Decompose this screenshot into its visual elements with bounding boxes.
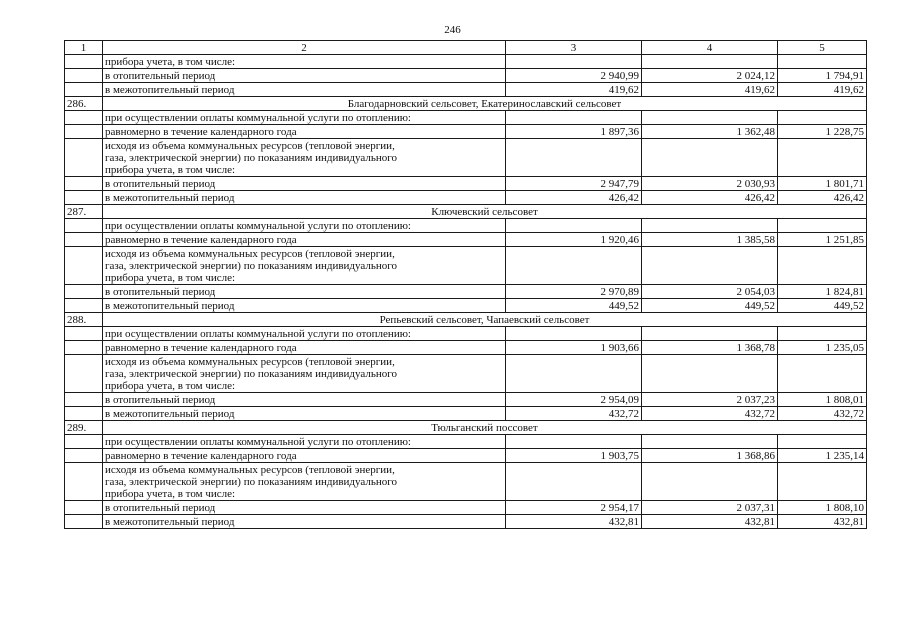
- value-cell: 2 054,03: [642, 285, 778, 299]
- value-cell: [642, 111, 778, 125]
- description-cell: равномерно в течение календарного года: [103, 233, 506, 247]
- basis-line: исходя из объема коммунальных ресурсов (тепловой энергии,: [105, 140, 395, 152]
- value-cell: 1 251,85: [778, 233, 867, 247]
- table-row: [65, 247, 867, 285]
- description-cell: в межотопительный период: [103, 83, 506, 97]
- basis-line: исходя из объема коммунальных ресурсов (тепловой энергии,: [105, 464, 395, 476]
- value-cell: 432,81: [506, 515, 642, 529]
- basis-line: исходя из объема коммунальных ресурсов (тепловой энергии,: [105, 356, 395, 368]
- value-cell: [778, 327, 867, 341]
- section-title: Благодарновский сельсовет, Екатеринославский сельсовет: [103, 97, 867, 111]
- description-cell: при осуществлении оплаты коммунальной услуги по отоплению:: [103, 111, 506, 125]
- description-cell: в отопительный период: [103, 393, 506, 407]
- description-cell: равномерно в течение календарного года: [103, 125, 506, 139]
- value-cell: [642, 355, 778, 393]
- value-cell: [506, 219, 642, 233]
- index-cell: [65, 55, 103, 69]
- table-row: [65, 111, 867, 125]
- description-cell: равномерно в течение календарного года: [103, 449, 506, 463]
- value-cell: [642, 139, 778, 177]
- basis-line: газа, электрической энергии) по показаниям индивидуального: [105, 152, 397, 164]
- value-cell: 419,62: [506, 83, 642, 97]
- description-cell: при осуществлении оплаты коммунальной услуги по отоплению:: [103, 327, 506, 341]
- section-title: Репьевский сельсовет, Чапаевский сельсовет: [103, 313, 867, 327]
- description-cell: при осуществлении оплаты коммунальной услуги по отоплению:: [103, 435, 506, 449]
- basis-line: исходя из объема коммунальных ресурсов (тепловой энергии,: [105, 248, 395, 260]
- value-cell: 2 947,79: [506, 177, 642, 191]
- value-cell: 1 368,86: [642, 449, 778, 463]
- value-cell: 1 235,14: [778, 449, 867, 463]
- value-cell: 1 362,48: [642, 125, 778, 139]
- basis-text: [105, 356, 503, 392]
- basis-line: прибора учета, в том числе:: [105, 272, 236, 284]
- value-cell: [506, 435, 642, 449]
- index-cell: [65, 407, 103, 421]
- description-cell: прибора учета, в том числе:: [103, 55, 506, 69]
- index-cell: [65, 463, 103, 501]
- value-cell: 419,62: [778, 83, 867, 97]
- value-cell: 1 228,75: [778, 125, 867, 139]
- column-header: 1: [65, 41, 103, 55]
- description-cell: в межотопительный период: [103, 299, 506, 313]
- value-cell: 1 897,36: [506, 125, 642, 139]
- table-row: [65, 191, 867, 205]
- table-row: [65, 177, 867, 191]
- value-cell: [778, 55, 867, 69]
- index-cell: [65, 111, 103, 125]
- value-cell: 1 824,81: [778, 285, 867, 299]
- value-cell: [642, 247, 778, 285]
- index-cell: [65, 219, 103, 233]
- table-row: [65, 69, 867, 83]
- section-title: Тюльганский поссовет: [103, 421, 867, 435]
- value-cell: 449,52: [778, 299, 867, 313]
- value-cell: 1 801,71: [778, 177, 867, 191]
- index-cell: [65, 435, 103, 449]
- table-row: [65, 125, 867, 139]
- table-row: [65, 219, 867, 233]
- value-cell: [506, 463, 642, 501]
- index-cell: [65, 83, 103, 97]
- value-cell: [778, 435, 867, 449]
- description-cell: в межотопительный период: [103, 191, 506, 205]
- value-cell: [506, 247, 642, 285]
- value-cell: [506, 139, 642, 177]
- basis-text: [105, 248, 503, 284]
- value-cell: 1 920,46: [506, 233, 642, 247]
- table-row: [65, 435, 867, 449]
- section-title: Ключевский сельсовет: [103, 205, 867, 219]
- table-row: [65, 55, 867, 69]
- value-cell: [778, 463, 867, 501]
- table-row: [65, 233, 867, 247]
- header-row: [65, 41, 867, 55]
- basis-line: прибора учета, в том числе:: [105, 164, 236, 176]
- column-header: 5: [778, 41, 867, 55]
- description-cell: [103, 139, 506, 177]
- value-cell: 432,72: [506, 407, 642, 421]
- section-heading-row: [65, 97, 867, 111]
- basis-line: газа, электрической энергии) по показаниям индивидуального: [105, 368, 397, 380]
- value-cell: [642, 219, 778, 233]
- basis-line: прибора учета, в том числе:: [105, 380, 236, 392]
- table-row: [65, 299, 867, 313]
- value-cell: 1 903,75: [506, 449, 642, 463]
- section-heading-row: [65, 313, 867, 327]
- value-cell: [642, 435, 778, 449]
- description-cell: в отопительный период: [103, 501, 506, 515]
- value-cell: 426,42: [506, 191, 642, 205]
- description-cell: [103, 247, 506, 285]
- index-cell: [65, 355, 103, 393]
- value-cell: [642, 327, 778, 341]
- value-cell: 1 235,05: [778, 341, 867, 355]
- tariff-table-body: [65, 41, 867, 529]
- description-cell: при осуществлении оплаты коммунальной услуги по отоплению:: [103, 219, 506, 233]
- value-cell: 432,81: [778, 515, 867, 529]
- value-cell: [778, 219, 867, 233]
- index-cell: [65, 299, 103, 313]
- index-cell: [65, 341, 103, 355]
- basis-line: газа, электрической энергии) по показаниям индивидуального: [105, 476, 397, 488]
- table-row: [65, 515, 867, 529]
- table-row: [65, 341, 867, 355]
- table-row: [65, 327, 867, 341]
- index-cell: [65, 515, 103, 529]
- table-row: [65, 83, 867, 97]
- basis-line: газа, электрической энергии) по показаниям индивидуального: [105, 260, 397, 272]
- table-row: [65, 463, 867, 501]
- table-row: [65, 393, 867, 407]
- description-cell: в межотопительный период: [103, 407, 506, 421]
- table-row: [65, 285, 867, 299]
- value-cell: [506, 55, 642, 69]
- basis-line: прибора учета, в том числе:: [105, 488, 236, 500]
- value-cell: 1 368,78: [642, 341, 778, 355]
- index-cell: [65, 501, 103, 515]
- value-cell: 1 794,91: [778, 69, 867, 83]
- value-cell: 419,62: [642, 83, 778, 97]
- value-cell: [642, 463, 778, 501]
- value-cell: 432,72: [642, 407, 778, 421]
- section-number: 289.: [65, 421, 103, 435]
- value-cell: [778, 111, 867, 125]
- description-cell: в отопительный период: [103, 177, 506, 191]
- value-cell: [778, 139, 867, 177]
- basis-text: [105, 464, 503, 500]
- section-number: 288.: [65, 313, 103, 327]
- index-cell: [65, 233, 103, 247]
- column-header: 4: [642, 41, 778, 55]
- index-cell: [65, 285, 103, 299]
- value-cell: [506, 111, 642, 125]
- section-heading-row: [65, 205, 867, 219]
- index-cell: [65, 69, 103, 83]
- value-cell: 2 954,17: [506, 501, 642, 515]
- value-cell: 426,42: [642, 191, 778, 205]
- value-cell: 2 954,09: [506, 393, 642, 407]
- column-header: 2: [103, 41, 506, 55]
- description-cell: [103, 355, 506, 393]
- index-cell: [65, 191, 103, 205]
- value-cell: 2 940,99: [506, 69, 642, 83]
- table-row: [65, 355, 867, 393]
- index-cell: [65, 247, 103, 285]
- value-cell: 1 808,10: [778, 501, 867, 515]
- section-heading-row: [65, 421, 867, 435]
- value-cell: [778, 247, 867, 285]
- value-cell: 1 385,58: [642, 233, 778, 247]
- value-cell: 432,81: [642, 515, 778, 529]
- section-number: 286.: [65, 97, 103, 111]
- description-cell: равномерно в течение календарного года: [103, 341, 506, 355]
- value-cell: 2 030,93: [642, 177, 778, 191]
- value-cell: 2 970,89: [506, 285, 642, 299]
- table-row: [65, 501, 867, 515]
- value-cell: 1 808,01: [778, 393, 867, 407]
- value-cell: 432,72: [778, 407, 867, 421]
- table-row: [65, 449, 867, 463]
- table-row: [65, 139, 867, 177]
- value-cell: [642, 55, 778, 69]
- value-cell: [506, 355, 642, 393]
- value-cell: 2 037,23: [642, 393, 778, 407]
- description-cell: [103, 463, 506, 501]
- index-cell: [65, 449, 103, 463]
- value-cell: 426,42: [778, 191, 867, 205]
- index-cell: [65, 125, 103, 139]
- description-cell: в отопительный период: [103, 285, 506, 299]
- basis-text: [105, 140, 503, 176]
- section-number: 287.: [65, 205, 103, 219]
- value-cell: 449,52: [506, 299, 642, 313]
- value-cell: [778, 355, 867, 393]
- description-cell: в отопительный период: [103, 69, 506, 83]
- value-cell: 1 903,66: [506, 341, 642, 355]
- value-cell: 449,52: [642, 299, 778, 313]
- value-cell: 2 024,12: [642, 69, 778, 83]
- table-row: [65, 407, 867, 421]
- index-cell: [65, 177, 103, 191]
- value-cell: 2 037,31: [642, 501, 778, 515]
- tariff-table: [64, 40, 867, 529]
- index-cell: [65, 139, 103, 177]
- column-header: 3: [506, 41, 642, 55]
- page-number: 246: [444, 24, 461, 36]
- index-cell: [65, 327, 103, 341]
- description-cell: в межотопительный период: [103, 515, 506, 529]
- value-cell: [506, 327, 642, 341]
- index-cell: [65, 393, 103, 407]
